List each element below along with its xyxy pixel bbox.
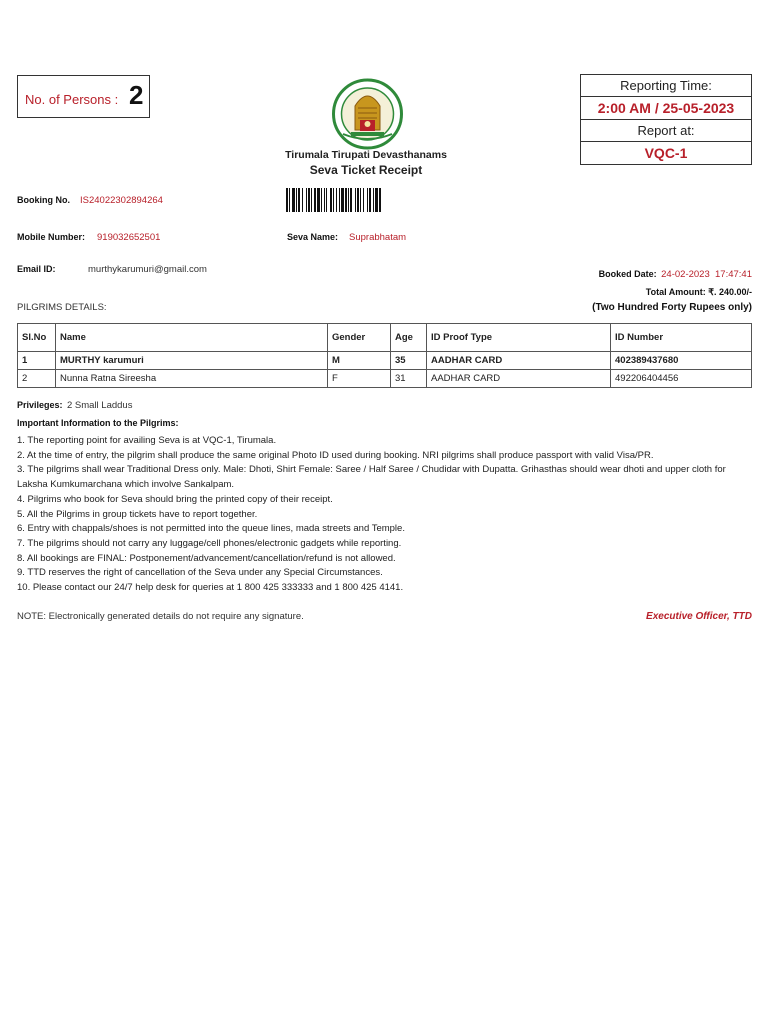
booked-date-label: Booked Date: (598, 269, 657, 279)
cell-gender: F (328, 370, 391, 388)
booked-date-value: 24-02-2023 17:47:41 (661, 269, 752, 280)
cell-slno: 1 (18, 352, 56, 370)
email-label: Email ID: (17, 264, 56, 274)
cell-age: 35 (391, 352, 427, 370)
pilgrims-header-row (18, 324, 752, 352)
cell-gender: M (328, 352, 391, 370)
mobile-value: 919032652501 (97, 232, 161, 243)
col-gender: Gender (328, 324, 391, 352)
list-item: 8. All bookings are FINAL: Postponement/advancement/cancellation/refund is not allowed. (17, 552, 396, 564)
cell-slno: 2 (18, 370, 56, 388)
pilgrims-table (17, 323, 752, 388)
col-id-proof: ID Proof Type (427, 324, 611, 352)
privileges-label: Privileges: (17, 400, 63, 410)
list-item: 10. Please contact our 24/7 help desk for queries at 1 800 425 333333 and 1 800 425 4141. (17, 582, 404, 594)
table-row (18, 370, 752, 388)
cell-id-proof: AADHAR CARD (427, 352, 611, 370)
booking-no-label: Booking No. (17, 195, 70, 205)
list-item: 1. The reporting point for availing Seva is at VQC-1, Tirumala. (17, 435, 277, 446)
cell-age: 31 (391, 370, 427, 388)
persons-label: No. of Persons : (25, 92, 119, 107)
cell-name: Nunna Ratna Sireesha (56, 370, 328, 388)
reporting-time-label: Reporting Time: (581, 75, 752, 97)
report-at-label: Report at: (581, 120, 752, 142)
cell-id-number: 402389437680 (611, 352, 752, 370)
reporting-time-value: 2:00 AM / 25-05-2023 (581, 97, 752, 120)
list-item: 7. The pilgrims should not carry any luggage/cell phones/electronic gadgets while reporting. (17, 537, 402, 549)
list-item: 2. At the time of entry, the pilgrim shall produce the same original Photo ID used during booking. NRI pilgrims shall produce passport with valid Visa/PR. (17, 449, 654, 461)
col-age: Age (391, 324, 427, 352)
booking-no-value: IS24022302894264 (80, 195, 163, 206)
important-info-heading: Important Information to the Pilgrims: (17, 418, 179, 428)
booked-date-group (599, 264, 752, 282)
org-name: Tirumala Tirupati Devasthanams (285, 149, 447, 161)
cell-name: MURTHY karumuri (56, 352, 328, 370)
signatory: Executive Officer, TTD (646, 611, 752, 622)
electronic-note: NOTE: Electronically generated details do not require any signature. (17, 611, 304, 622)
list-item: 4. Pilgrims who book for Seva should bring the printed copy of their receipt. (17, 493, 333, 505)
seva-name-value: Suprabhatam (349, 232, 407, 243)
privileges-value: 2 Small Laddus (66, 400, 133, 411)
receipt-title: Seva Ticket Receipt (309, 163, 423, 177)
list-item: 5. All the Pilgrims in group tickets have to report together. (17, 508, 258, 520)
list-item: 9. TTD reserves the right of cancellation of the Seva under any Special Circumstances. (17, 567, 383, 579)
email-value: murthykarumuri@gmail.com (88, 264, 207, 275)
reporting-table (580, 74, 752, 165)
col-name: Name (56, 324, 328, 352)
total-amount: Total Amount: ₹. 240.00/- (645, 287, 752, 297)
report-at-value: VQC-1 (581, 142, 752, 165)
amount-in-words: (Two Hundred Forty Rupees only) (592, 302, 752, 313)
ttd-logo-icon (325, 78, 410, 150)
pilgrims-section-label: PILGRIMS DETAILS: (17, 302, 107, 313)
col-id-number: ID Number (611, 324, 752, 352)
list-item: 6. Entry with chappals/shoes is not permitted into the queue lines, mada streets and Temple. (17, 523, 405, 535)
list-item: 3. The pilgrims shall wear Traditional Dress only. Male: Dhoti, Shirt Female: Saree / Half Saree / Chudidar with Dupatta. Grihasthas should wear dhoti and upper cloth for Laksha Kumkumarchana which involve Sankalpam. (17, 464, 726, 491)
important-info-list (17, 434, 757, 596)
persons-count: 2 (129, 80, 144, 110)
cell-id-proof: AADHAR CARD (427, 370, 611, 388)
mobile-label: Mobile Number: (17, 232, 86, 242)
seva-name-label: Seva Name: (287, 232, 339, 242)
barcode-icon (286, 188, 421, 212)
table-row (18, 352, 752, 370)
cell-id-number: 492206404456 (611, 370, 752, 388)
privileges (17, 395, 132, 413)
col-slno: Sl.No (18, 324, 56, 352)
persons-box (17, 75, 150, 118)
